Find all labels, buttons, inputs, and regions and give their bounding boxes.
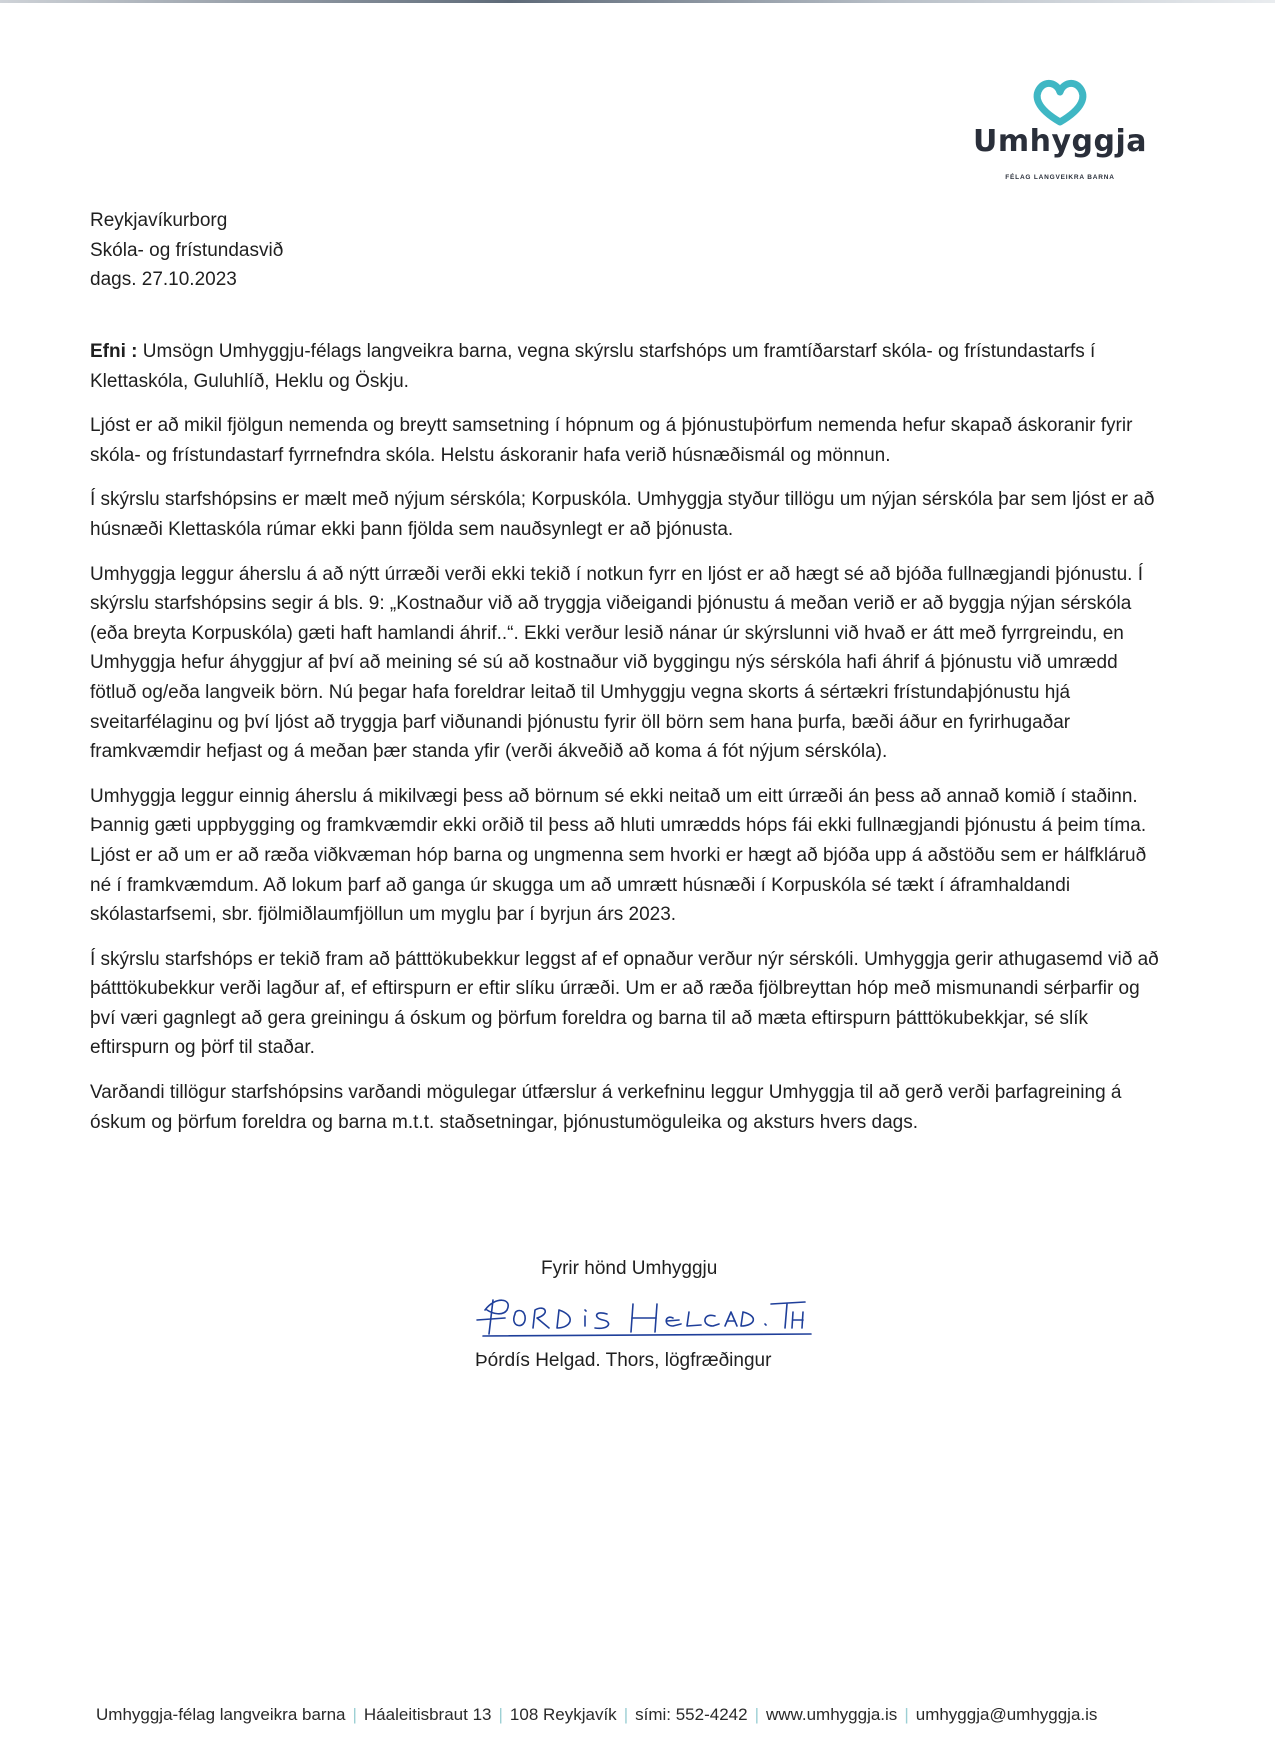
footer-org: Umhyggja-félag langveikra barna [96,1705,346,1724]
logo-tagline: FÉLAG LANGVEIKRA BARNA [1005,174,1115,181]
footer-city: 108 Reykjavík [509,1705,617,1724]
recipient-line: Reykjavíkurborg [90,210,228,231]
footer-separator: | [623,1705,629,1724]
logo-wordmark: Umhyggja [972,124,1147,159]
subject-text: Umsögn Umhyggju-félags langveikra barna, vegna skýrslu starfshóps um framtíðarstarf skóla- og frístundastarfs í Klettaskóla, Guluhlíð, Heklu og Öskju. [90,341,1096,392]
body-paragraph: Í skýrslu starfshóps er tekið fram að þátttökubekkur leggst af ef opnaður verður nýr sérskóli. Umhyggja gerir athugasemd við að þátttökubekkur verði lagður af, ef eftirspurn er eftir slíku úrræði. Um er að ræða fjölbreyttan hóp með mismunandi sérþarfir og því væri gagnlegt að gera greiningu á óskum og þörfum foreldra og barna til að mæta eftirspurn þátttökubekkjar, sé slík eftirspurn og þörf til staðar. [90,948,1159,1059]
footer-separator: | [352,1705,357,1724]
letter-date: dags. 27.10.2023 [90,269,237,290]
logo [970,78,1150,188]
letter-body [90,337,1168,1152]
body-paragraph: Umhyggja leggur einnig áherslu á mikilvægi þess að börnum sé ekki neitað um eitt úrræði án þess að annað komið í staðinn. Þannig gæti uppbygging og framkvæmdir ekki orðið til þess að hluti umrædds hóps fái ekki fullnægjandi þjónustu á þeim tíma. Ljóst er að um er að ræða viðkvæman hóp barna og ungmenna sem hvorki er hægt að bjóða upp á aðstöðu sem er hálfkláruð né í framkvæmdum. Að lokum þarf að ganga úr skugga um að umrætt húsnæði í Korpuskóla sé tækt í áframhaldandi skólastarfsemi, sbr. fjölmiðlaumfjöllun um myglu þar í byrjun árs 2023. [90,785,1147,926]
subject-label: Efni : [90,341,138,362]
signatory-name: Þórdís Helgad. Thors, lögfræðingur [475,1350,772,1371]
body-paragraph: Ljóst er að mikil fjölgun nemenda og breytt samsetning í hópnum og á þjónustuþörfum nemenda hefur skapað áskoranir fyrir skóla- og frístundastarf fyrrnefndra skóla. Helstu áskoranir hafa verið húsnæðismál og mönnun. [90,415,1133,466]
body-paragraph: Í skýrslu starfshópsins er mælt með nýjum sérskóla; Korpuskóla. Umhyggja styður tillögu um nýjan sérskóla þar sem ljóst er að húsnæði Klettaskóla rúmar ekki þann fjölda sem nauðsynlegt er að þjónusta. [90,489,1155,540]
footer-separator: | [754,1705,759,1724]
footer-phone: sími: 552-4242 [635,1705,748,1724]
footer-website: www.umhyggja.is [765,1705,898,1724]
handwritten-signature [475,1290,815,1342]
recipient-line: Skóla- og frístundasvið [90,239,284,261]
body-paragraph: Umhyggja leggur áherslu á að nýtt úrræði verði ekki tekið í notkun fyrr en ljóst er að hægt sé að bjóða fullnægjandi þjónustu. Í skýrslu starfshópsins segir á bls. 9: „Kostnaður við að tryggja viðeigandi þjónustu á meðan verið er að byggja nýjan sérskóla (eða breyta Korpuskóla) gæti haft hamlandi áhrif..“. Ekki verður lesið nánar úr skýrslunni við hvað er átt með fyrrgreindu, en Umhyggja hefur áhyggjur af því að meining sé sú að kostnaður við byggingu nýs sérskóla hafi áhrif á þjónustu við umrædd fötluð og/eða langveik börn. Nú þegar hafa foreldrar leitað til Umhyggju vegna skorts á sértækri frístundaþjónustu hjá sveitarfélaginu og því ljóst að tryggja þarf viðunandi þjónustu fyrir öll börn sem hana þurfa, bæði áður en fyrirhugaðar framkvæmdir hefjast og á meðan þær standa yfir (verði ákveðið að koma á fót nýjum sérskóla). [90,563,1143,763]
recipient-address [90,206,283,295]
on-behalf-line: Fyrir hönd Umhyggju [541,1258,718,1279]
subject-line [90,337,1168,396]
heart-icon [1030,78,1090,128]
scan-edge [0,0,1275,3]
footer-email: umhyggja@umhyggja.is [915,1705,1098,1724]
footer-separator: | [904,1705,909,1724]
body-paragraph: Varðandi tillögur starfshópsins varðandi mögulegar útfærslur á verkefninu leggur Umhyggja til að gerð verði þarfagreining á óskum og þörfum foreldra og barna m.t.t. staðsetningar, þjónustumöguleika og aksturs hvers dags. [90,1082,1122,1133]
footer-separator: | [498,1705,503,1724]
footer-street: Háaleitisbraut 13 [363,1705,492,1724]
letter-footer [96,1705,1097,1725]
